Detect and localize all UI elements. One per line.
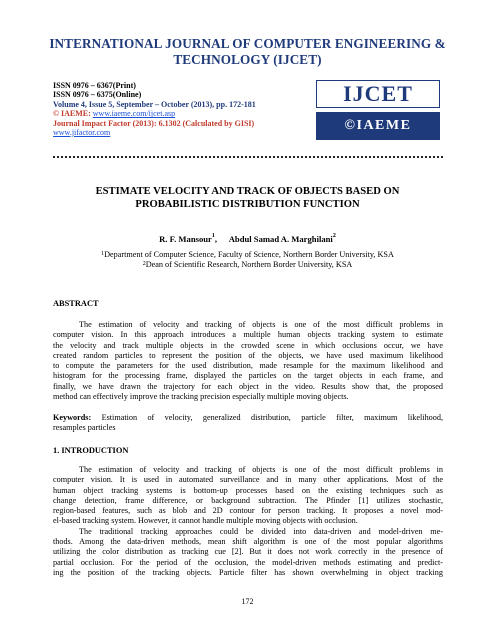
author-2: Abdul Samad A. Marghilani bbox=[228, 234, 333, 244]
intro-line: human object tracking systems is bottom-up processes based on the existing techniques such as bbox=[53, 485, 443, 495]
affiliation-2-sup: 2 bbox=[142, 261, 146, 267]
abstract-line: computer vision. In this approach introduces a multiple human objects tracking system to estimate bbox=[53, 330, 443, 340]
abstract-line: histogram for the processing frame, displayed the particles on the target objects in each frame, and bbox=[53, 371, 443, 381]
abstract-line: method can effectively improve the tracking precision especially multiple moving objects. bbox=[53, 392, 349, 402]
affiliation-2 bbox=[50, 260, 445, 270]
intro-line: computer vision. It is used in automated surveillance and in many other applications. Most of the bbox=[53, 475, 443, 485]
jifactor-link[interactable]: www.jifactor.com bbox=[53, 128, 111, 138]
issn-online: ISSN 0976 – 6375(Online) bbox=[53, 90, 142, 100]
abstract-line: finally, we have drawn the trajectory for each object in the video. Results show that, the proposed bbox=[53, 381, 443, 391]
impact-factor: Journal Impact Factor (2013): 6.1302 (Calculated by GISI) bbox=[53, 118, 255, 128]
intro-line: partial occlusion. For the period of the occlusion, the model-driven methods estimating and predict- bbox=[53, 557, 443, 567]
intro-line: change detection, frame difference, or background subtraction. The Pfinder [1] utilizes stochastic, bbox=[53, 495, 443, 505]
journal-title-line-1: INTERNATIONAL JOURNAL OF COMPUTER ENGINEERING & bbox=[49, 36, 446, 51]
paper-title-line-2: PROBABILISTIC DISTRIBUTION FUNCTION bbox=[135, 198, 360, 210]
ijcet-logo: IJCET bbox=[316, 80, 440, 108]
intro-line: el-based tracking system. However, it cannot handle multiple moving objects with occlusion. bbox=[53, 516, 358, 526]
intro-line: utilizing the color distribution as tracking cue [2]. But it does not work correctly in the presence of bbox=[53, 547, 443, 557]
intro-line: region-based features, such as blob and 2D contour for person tracking. It proposes a novel mod- bbox=[53, 506, 443, 516]
keywords bbox=[53, 413, 443, 434]
abstract-line: The estimation of velocity and tracking of objects is one of the most difficult problems in bbox=[79, 320, 443, 329]
abstract-body bbox=[53, 320, 443, 402]
intro-line: The traditional tracking approaches could be divided into data-driven and model-driven me- bbox=[79, 526, 443, 536]
author-2-sup: 2 bbox=[332, 233, 336, 239]
intro-line: ing the position of the tracking objects. Particle filter has shown overwhelming in object tracking bbox=[53, 567, 443, 577]
paper-title-line-1: ESTIMATE VELOCITY AND TRACK OF OBJECTS BASED ON bbox=[95, 186, 400, 197]
affiliation-1-sup: 1 bbox=[101, 251, 105, 257]
affiliation-1 bbox=[50, 250, 445, 260]
keywords-text-1: Estimation of velocity, generalized distribution, particle filter, maximum likelihood, bbox=[91, 413, 443, 422]
affiliations bbox=[50, 250, 445, 270]
abstract-heading: ABSTRACT bbox=[53, 299, 99, 308]
affiliation-1-text: Department of Computer Science, Faculty of Science, Northern Border University, KSA bbox=[104, 250, 394, 259]
introduction-body bbox=[53, 465, 443, 578]
keywords-text-2: resamples particles bbox=[53, 423, 116, 433]
header-divider bbox=[53, 156, 443, 158]
iaeme-logo: ©IAEME bbox=[316, 112, 440, 140]
volume-info: Volume 4, Issue 5, September – October (2013), pp. 172-181 bbox=[53, 99, 256, 109]
abstract-line: created random particles to represent the position of the objects, we have used maximum likelihood bbox=[53, 350, 443, 360]
keywords-label: Keywords: bbox=[53, 413, 92, 422]
iaeme-link[interactable]: www.iaeme.com/ijcet.asp bbox=[92, 109, 176, 119]
abstract-line: to compute the parameters for the used distribution, made resample for the maximum likelihood and bbox=[53, 361, 443, 371]
iaeme-label: © IAEME: bbox=[53, 109, 93, 119]
affiliation-2-text: Dean of Scientific Research, Northern Border University, KSA bbox=[145, 260, 353, 269]
journal-title bbox=[40, 36, 455, 68]
intro-line: The estimation of velocity and tracking of objects is one of the most difficult problems in bbox=[79, 465, 443, 474]
issn-print: ISSN 0976 – 6367(Print) bbox=[53, 81, 136, 90]
authors: R. F. Mansour$^1$, Abdul Samad A. Marghilani$^2$ bbox=[159, 233, 336, 244]
introduction-heading: 1. INTRODUCTION bbox=[53, 446, 129, 455]
iaeme-line bbox=[53, 109, 313, 118]
author-1: R. F. Mansour bbox=[159, 234, 212, 244]
journal-title-line-2: TECHNOLOGY (IJCET) bbox=[173, 52, 322, 67]
intro-line: thods. Among the data-driven methods, mean shift algorithm is one of the most popular algorithms bbox=[53, 537, 443, 547]
paper-title bbox=[70, 186, 425, 211]
abstract-line: the velocity and track multiple objects in the crowded scene in which occlusions occur, we have bbox=[53, 340, 443, 350]
page-number: 172 bbox=[241, 597, 254, 606]
author-1-sup: 1 bbox=[211, 233, 215, 239]
journal-meta bbox=[53, 81, 313, 137]
